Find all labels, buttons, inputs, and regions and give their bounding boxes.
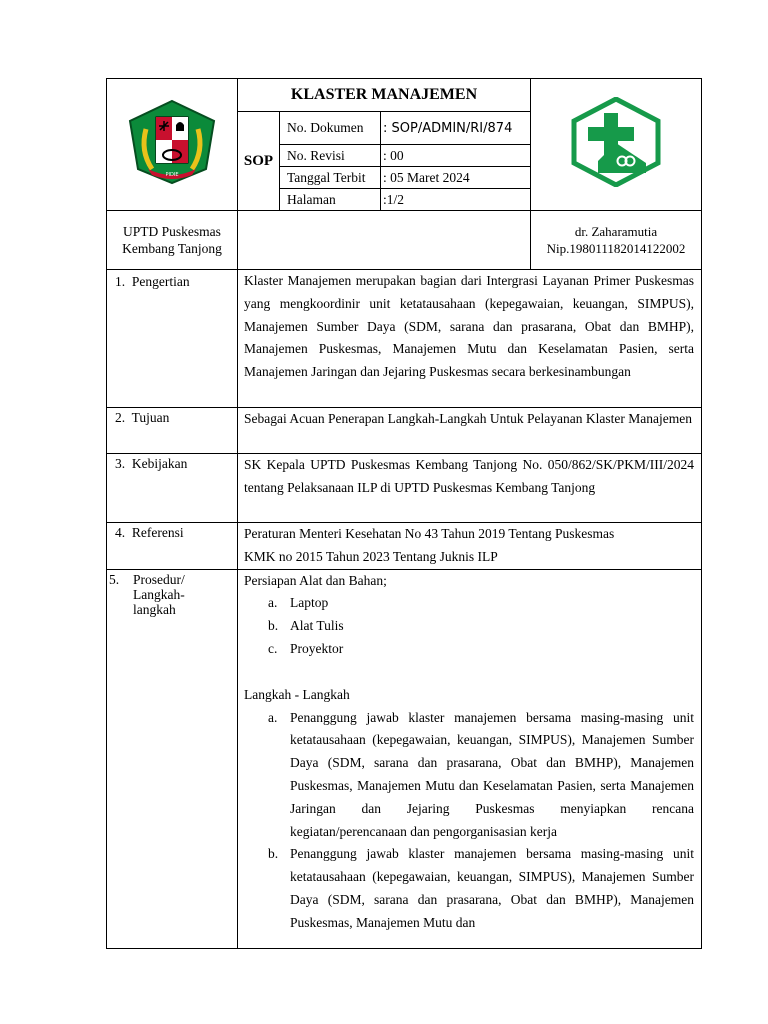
section-body-kebijakan [238, 454, 702, 523]
left-logo-cell [107, 79, 238, 211]
section-label-text: Referensi [131, 525, 184, 540]
meta-key-dokumen: No. Dokumen [280, 112, 381, 145]
section-body-pengertian [238, 270, 702, 408]
meta-key-halaman: Halaman [280, 189, 381, 211]
meta-value-revisi: : 00 [381, 145, 531, 167]
meta-value-tanggal: : 05 Maret 2024 [381, 167, 531, 189]
section-label-text: Tujuan [131, 410, 170, 425]
blank-cell [238, 211, 531, 270]
meta-key-tanggal: Tanggal Terbit [280, 167, 381, 189]
signer-cell [531, 211, 702, 270]
list-item: b. Penanggung jawab klaster manajemen bersama masing-masing unit ketatausahaan (kepegawaian, keuangan, SIMPUS), Manajemen Sumber Daya (SDM, sarana dan prasarana, Obat dan BMHP), Manajemen Puskesmas, Manajemen Mutu dan [268, 846, 695, 930]
section-number: 5. [109, 571, 120, 587]
list-item: a. Laptop [268, 595, 329, 611]
persiapan-list [244, 592, 694, 660]
section-label-tujuan [107, 408, 238, 454]
sop-label: SOP [238, 112, 280, 211]
section-number: 4. [115, 525, 126, 540]
persiapan-heading: Persiapan Alat dan Bahan; [244, 572, 387, 588]
list-item: a. Penanggung jawab klaster manajemen bersama masing-masing unit ketatausahaan (kepegawaian, keuangan, SIMPUS), Manajemen Sumber Daya (SDM, sarana dan prasarana, Obat dan BMHP), Manajemen Puskesmas, Manajemen Mutu dan Keselamatan Pasien, serta Manajemen Jaringan dan Jejaring Puskesmas menyiapkan rencana kegiatan/perencanaan dan pengorganisasian kerja [268, 709, 695, 839]
section-label-referensi [107, 523, 238, 570]
referensi-line2: KMK no 2015 Tahun 2023 Tentang Juknis ILP [244, 548, 498, 564]
langkah-heading: Langkah - Langkah [244, 686, 350, 702]
section-body-prosedur [238, 569, 702, 948]
list-item: c. Proyektor [268, 640, 344, 656]
signer-nip: Nip.198011182014122002 [546, 241, 686, 256]
meta-value-dokumen: : SOP/ADMIN/RI/874 [381, 112, 531, 145]
pengertian-text: Klaster Manajemen merupakan bagian dari Intergrasi Layanan Primer Puskesmas yang mengkoordinir unit ketatausahaan (kepegawaian, keuangan, SIMPUS), Manajemen Sumber Daya (SDM, sarana dan prasarana, Obat dan BMHP), Manajemen Puskesmas, Manajemen Mutu dan Keselamatan Pasien, serta Manajemen Jaringan dan Jejaring Puskesmas secara berkesinambungan [244, 273, 695, 380]
signer-name: dr. Zaharamutia [574, 224, 658, 239]
spacer [244, 661, 694, 684]
section-label-text: Pengertian [131, 274, 190, 289]
prosedur-label-line1: Prosedur/ [133, 571, 185, 587]
district-crest-logo [126, 99, 218, 185]
prosedur-label-line2: Langkah- [133, 586, 185, 602]
section-label-pengertian [107, 270, 238, 408]
kebijakan-text: SK Kepala UPTD Puskesmas Kembang Tanjong No. 050/862/SK/PKM/III/2024 tentang Pelaksanaan ILP di UPTD Puskesmas Kembang Tanjong [244, 457, 695, 495]
referensi-line1: Peraturan Menteri Kesehatan No 43 Tahun 2019 Tentang Puskesmas [244, 526, 615, 541]
section-number: 1. [115, 274, 126, 289]
sop-header-table [106, 78, 702, 949]
sop-document [106, 78, 701, 949]
org-line1: UPTD Puskesmas [123, 224, 221, 239]
section-number: 3. [115, 456, 126, 471]
section-label-text: Kebijakan [131, 456, 188, 471]
list-item: b. Alat Tulis [268, 618, 344, 634]
section-number: 2. [115, 410, 126, 425]
org-line2: Kembang Tanjong [122, 241, 222, 256]
section-label-prosedur [107, 569, 238, 948]
right-logo-cell [531, 79, 702, 211]
org-cell [107, 211, 238, 270]
svg-text:PIDIE: PIDIE [165, 172, 179, 178]
meta-value-halaman: :1/2 [381, 189, 531, 211]
langkah-list [244, 707, 694, 935]
puskesmas-logo [568, 97, 664, 187]
section-body-referensi [238, 523, 702, 570]
prosedur-label-line3: langkah [133, 601, 176, 617]
document-title: KLASTER MANAJEMEN [238, 79, 531, 112]
meta-key-revisi: No. Revisi [280, 145, 381, 167]
tujuan-text: Sebagai Acuan Penerapan Langkah-Langkah Untuk Pelayanan Klaster Manajemen [244, 411, 692, 426]
section-body-tujuan [238, 408, 702, 454]
section-label-kebijakan [107, 454, 238, 523]
